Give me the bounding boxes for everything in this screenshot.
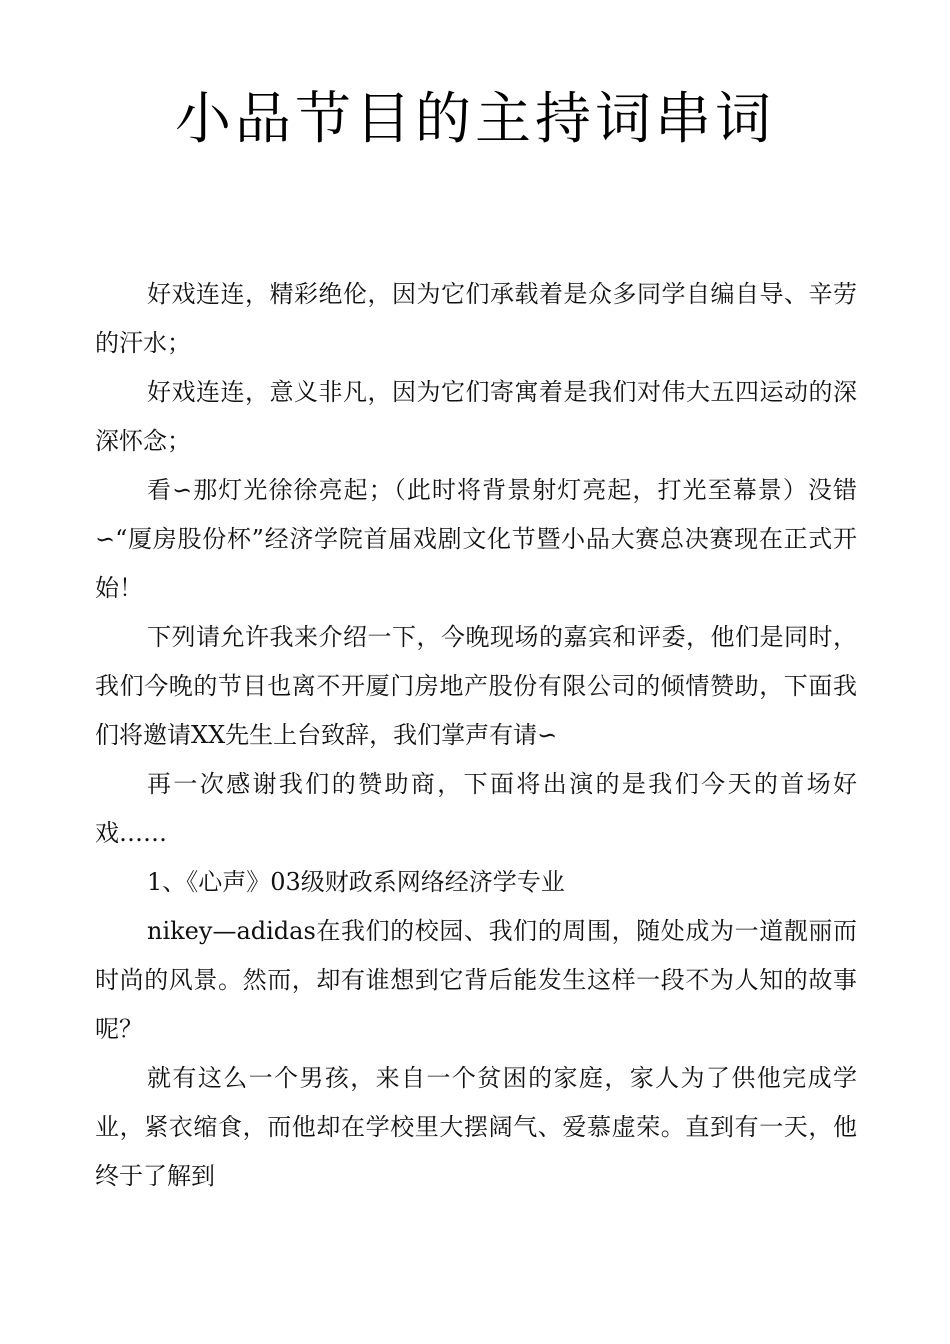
paragraph: nikey—adidas在我们的校园、我们的周围，随处成为一道靓丽而时尚的风景。然而，却有谁想到它背后能发生这样一段不为人知的故事呢？ bbox=[95, 917, 857, 1043]
paragraph: 看∽那灯光徐徐亮起；（此时将背景射灯亮起，打光至幕景）没错∽“厦房股份杯”经济学院首届戏剧文化节暨小品大赛总决赛现在正式开始！ bbox=[95, 476, 857, 602]
paragraph: 再一次感谢我们的赞助商，下面将出演的是我们今天的首场好戏…… bbox=[95, 770, 857, 847]
document-body bbox=[95, 270, 857, 1201]
program-item-heading: 1、《心声》03级财政系网络经济学专业 bbox=[147, 868, 565, 896]
paragraph: 好戏连连，意义非凡，因为它们寄寓着是我们对伟大五四运动的深深怀念； bbox=[95, 378, 857, 455]
paragraph: 就有这么一个男孩，来自一个贫困的家庭，家人为了供他完成学业，紧衣缩食，而他却在学校里大摆阔气、爱慕虚荣。直到有一天，他终于了解到 bbox=[95, 1064, 857, 1190]
document-title: 小品节目的主持词串词 bbox=[175, 87, 775, 152]
paragraph: 好戏连连，精彩绝伦，因为它们承载着是众多同学自编自导、辛劳的汗水； bbox=[95, 280, 857, 357]
paragraph: 下列请允许我来介绍一下，今晚现场的嘉宾和评委，他们是同时，我们今晚的节目也离不开厦门房地产股份有限公司的倾情赞助，下面我们将邀请XX先生上台致辞，我们掌声有请∽ bbox=[95, 623, 857, 749]
